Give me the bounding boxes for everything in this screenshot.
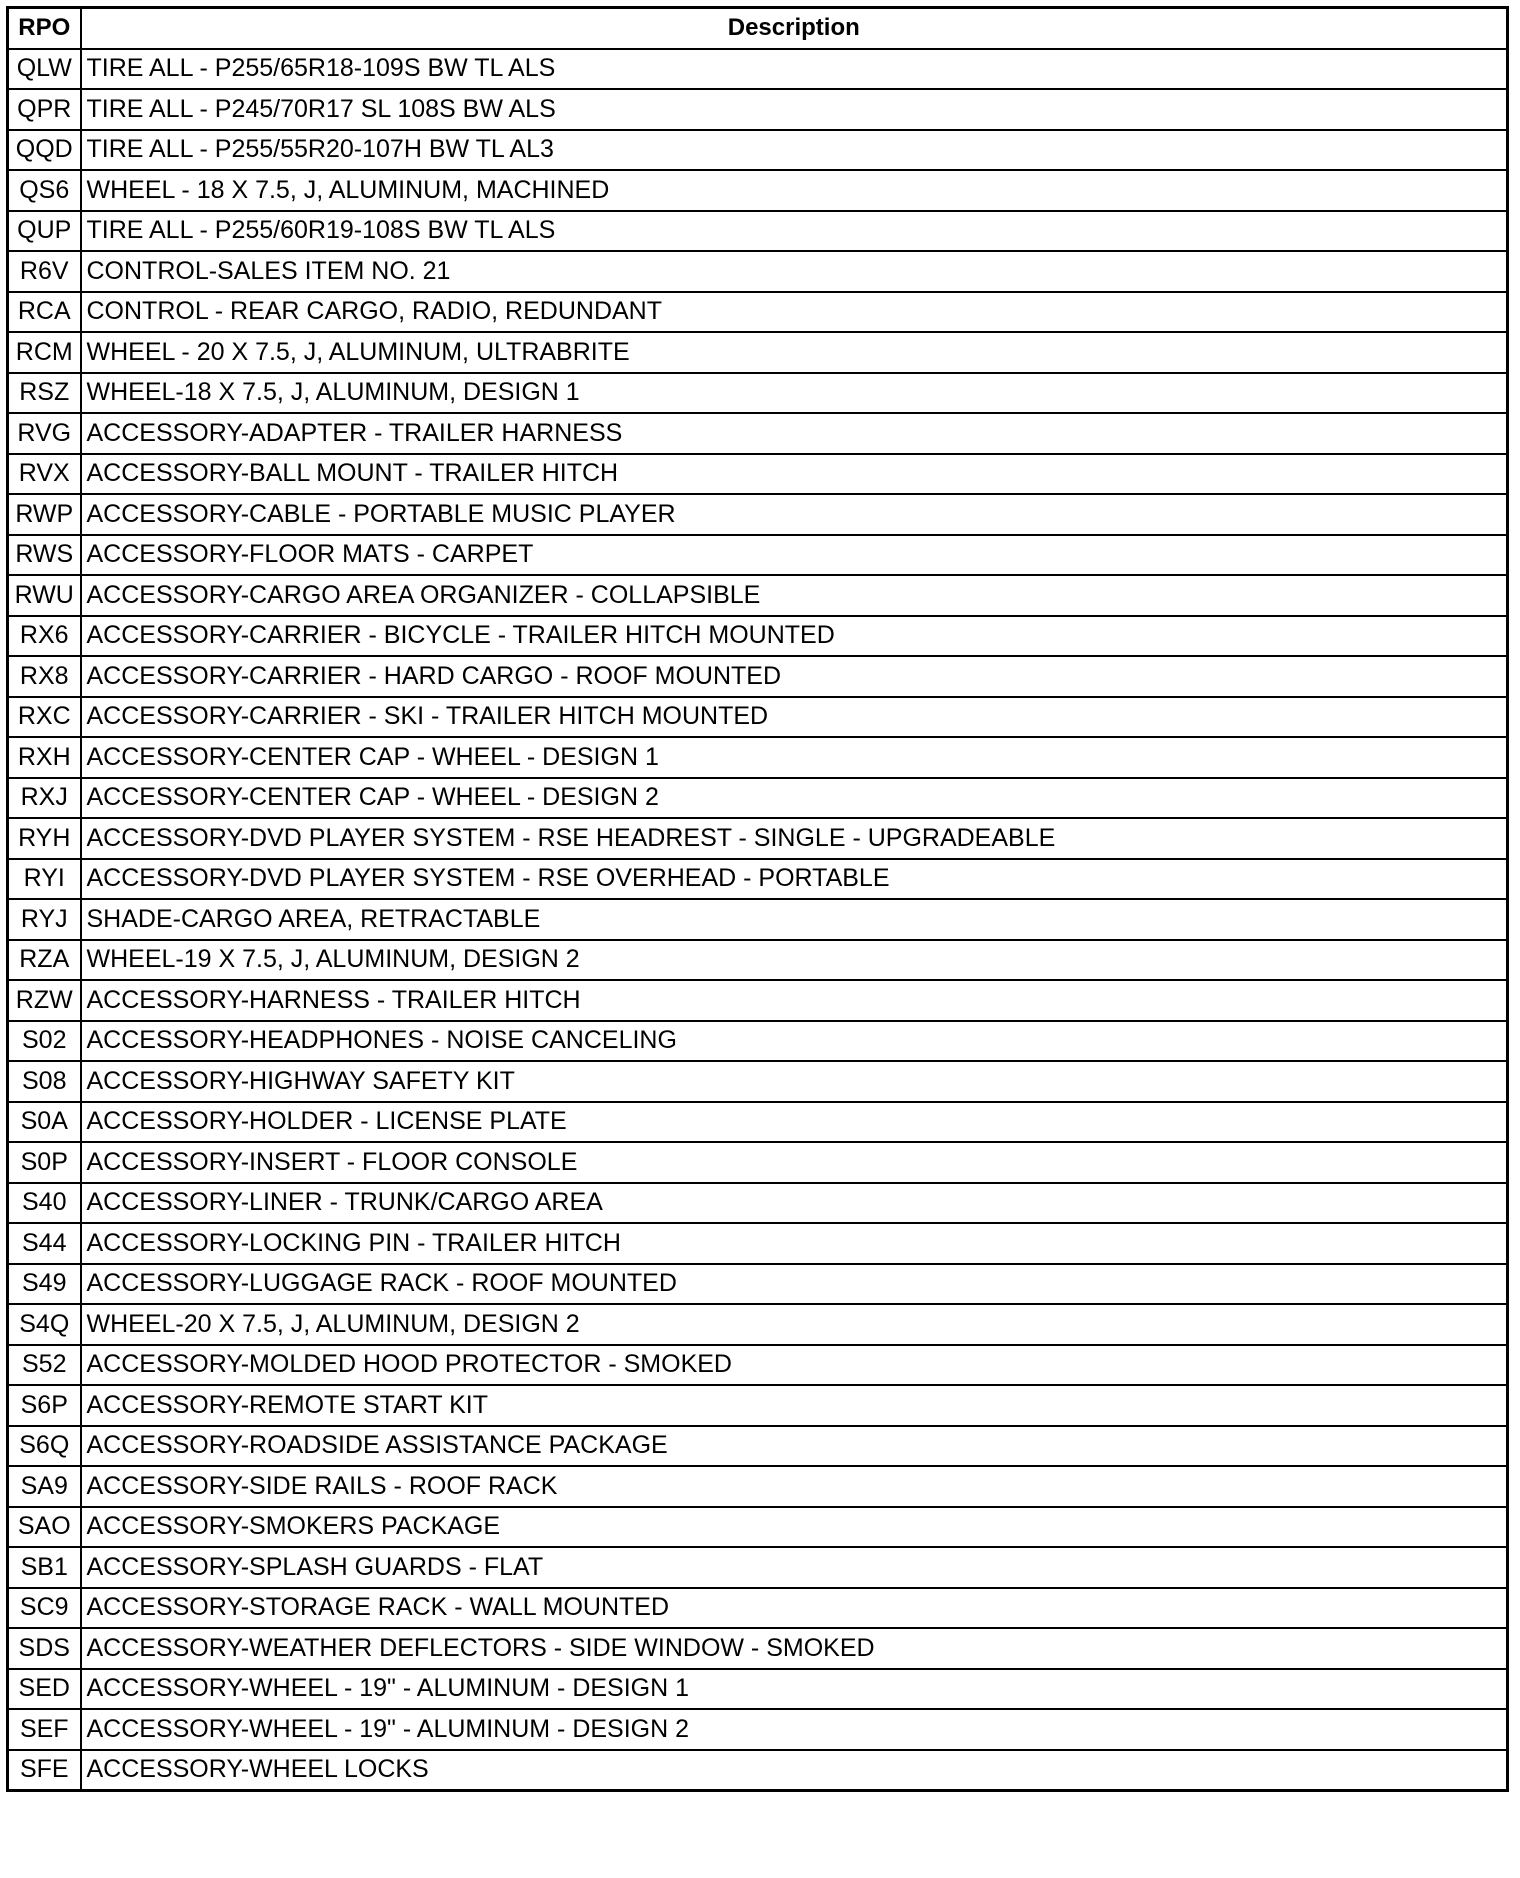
description-cell: WHEEL - 20 X 7.5, J, ALUMINUM, ULTRABRITE	[81, 332, 1508, 373]
rpo-code-cell: RSZ	[8, 373, 81, 414]
description-cell: ACCESSORY-HIGHWAY SAFETY KIT	[81, 1061, 1508, 1102]
table-row	[8, 1304, 1508, 1345]
table-body	[8, 49, 1508, 1791]
description-cell: CONTROL-SALES ITEM NO. 21	[81, 251, 1508, 292]
rpo-code-cell: SB1	[8, 1547, 81, 1588]
rpo-code-cell: RXC	[8, 697, 81, 738]
table-row	[8, 332, 1508, 373]
rpo-code-cell: S40	[8, 1183, 81, 1224]
description-cell: WHEEL-18 X 7.5, J, ALUMINUM, DESIGN 1	[81, 373, 1508, 414]
rpo-code-cell: RCA	[8, 292, 81, 333]
description-cell: ACCESSORY-CARGO AREA ORGANIZER - COLLAPSIBLE	[81, 575, 1508, 616]
description-cell: TIRE ALL - P255/55R20-107H BW TL AL3	[81, 130, 1508, 171]
table-row	[8, 980, 1508, 1021]
description-cell: ACCESSORY-LOCKING PIN - TRAILER HITCH	[81, 1223, 1508, 1264]
description-cell: TIRE ALL - P255/65R18-109S BW TL ALS	[81, 49, 1508, 90]
rpo-code-cell: RCM	[8, 332, 81, 373]
description-cell: TIRE ALL - P245/70R17 SL 108S BW ALS	[81, 89, 1508, 130]
table-row	[8, 373, 1508, 414]
rpo-code-cell: RZA	[8, 940, 81, 981]
description-cell: SHADE-CARGO AREA, RETRACTABLE	[81, 899, 1508, 940]
rpo-code-cell: SA9	[8, 1466, 81, 1507]
rpo-code-cell: R6V	[8, 251, 81, 292]
table-row	[8, 737, 1508, 778]
table-row	[8, 1264, 1508, 1305]
rpo-code-cell: S4Q	[8, 1304, 81, 1345]
table-row	[8, 49, 1508, 90]
description-cell: ACCESSORY-HOLDER - LICENSE PLATE	[81, 1102, 1508, 1143]
header-row	[8, 8, 1508, 49]
description-cell: ACCESSORY-WHEEL - 19" - ALUMINUM - DESIGN 2	[81, 1709, 1508, 1750]
description-cell: ACCESSORY-DVD PLAYER SYSTEM - RSE HEADREST - SINGLE - UPGRADEABLE	[81, 818, 1508, 859]
description-cell: CONTROL - REAR CARGO, RADIO, REDUNDANT	[81, 292, 1508, 333]
rpo-code-cell: QUP	[8, 211, 81, 252]
table-header	[8, 8, 1508, 49]
description-cell: ACCESSORY-CARRIER - BICYCLE - TRAILER HITCH MOUNTED	[81, 616, 1508, 657]
rpo-table	[6, 6, 1509, 1792]
rpo-code-cell: SC9	[8, 1588, 81, 1629]
table-row	[8, 1426, 1508, 1467]
table-row	[8, 1750, 1508, 1791]
table-row	[8, 1183, 1508, 1224]
description-cell: ACCESSORY-REMOTE START KIT	[81, 1385, 1508, 1426]
rpo-code-cell: RVG	[8, 413, 81, 454]
description-cell: ACCESSORY-ADAPTER - TRAILER HARNESS	[81, 413, 1508, 454]
rpo-code-cell: QPR	[8, 89, 81, 130]
table-row	[8, 130, 1508, 171]
rpo-code-cell: SDS	[8, 1628, 81, 1669]
rpo-code-cell: RX8	[8, 656, 81, 697]
table-row	[8, 170, 1508, 211]
rpo-code-cell: RYJ	[8, 899, 81, 940]
description-cell: ACCESSORY-CENTER CAP - WHEEL - DESIGN 2	[81, 778, 1508, 819]
description-cell: ACCESSORY-STORAGE RACK - WALL MOUNTED	[81, 1588, 1508, 1629]
rpo-code-cell: RX6	[8, 616, 81, 657]
rpo-code-cell: RWS	[8, 535, 81, 576]
description-cell: ACCESSORY-WHEEL LOCKS	[81, 1750, 1508, 1791]
rpo-code-cell: SAO	[8, 1507, 81, 1548]
table-row	[8, 1223, 1508, 1264]
table-row	[8, 1628, 1508, 1669]
table-row	[8, 89, 1508, 130]
table-row	[8, 211, 1508, 252]
rpo-code-cell: S52	[8, 1345, 81, 1386]
table-row	[8, 859, 1508, 900]
table-row	[8, 656, 1508, 697]
table-row	[8, 940, 1508, 981]
description-cell: ACCESSORY-INSERT - FLOOR CONSOLE	[81, 1142, 1508, 1183]
description-column-header: Description	[81, 8, 1508, 49]
rpo-code-cell: SED	[8, 1669, 81, 1710]
rpo-code-cell: S02	[8, 1021, 81, 1062]
table-row	[8, 1709, 1508, 1750]
table-row	[8, 454, 1508, 495]
table-row	[8, 1061, 1508, 1102]
table-row	[8, 1021, 1508, 1062]
rpo-code-cell: QQD	[8, 130, 81, 171]
table-row	[8, 616, 1508, 657]
rpo-code-cell: S0A	[8, 1102, 81, 1143]
description-cell: WHEEL-20 X 7.5, J, ALUMINUM, DESIGN 2	[81, 1304, 1508, 1345]
table-row	[8, 818, 1508, 859]
description-cell: TIRE ALL - P255/60R19-108S BW TL ALS	[81, 211, 1508, 252]
rpo-code-cell: SFE	[8, 1750, 81, 1791]
table-row	[8, 413, 1508, 454]
table-row	[8, 575, 1508, 616]
table-row	[8, 251, 1508, 292]
description-cell: ACCESSORY-BALL MOUNT - TRAILER HITCH	[81, 454, 1508, 495]
rpo-code-cell: RYI	[8, 859, 81, 900]
rpo-code-cell: RVX	[8, 454, 81, 495]
description-cell: ACCESSORY-FLOOR MATS - CARPET	[81, 535, 1508, 576]
description-cell: ACCESSORY-DVD PLAYER SYSTEM - RSE OVERHEAD - PORTABLE	[81, 859, 1508, 900]
description-cell: ACCESSORY-SPLASH GUARDS - FLAT	[81, 1547, 1508, 1588]
rpo-code-cell: S6P	[8, 1385, 81, 1426]
description-cell: ACCESSORY-CARRIER - SKI - TRAILER HITCH MOUNTED	[81, 697, 1508, 738]
table-row	[8, 1588, 1508, 1629]
description-cell: ACCESSORY-MOLDED HOOD PROTECTOR - SMOKED	[81, 1345, 1508, 1386]
description-cell: ACCESSORY-SMOKERS PACKAGE	[81, 1507, 1508, 1548]
description-cell: WHEEL-19 X 7.5, J, ALUMINUM, DESIGN 2	[81, 940, 1508, 981]
description-cell: ACCESSORY-LINER - TRUNK/CARGO AREA	[81, 1183, 1508, 1224]
rpo-code-cell: RYH	[8, 818, 81, 859]
description-cell: ACCESSORY-CABLE - PORTABLE MUSIC PLAYER	[81, 494, 1508, 535]
table-row	[8, 1669, 1508, 1710]
description-cell: ACCESSORY-CENTER CAP - WHEEL - DESIGN 1	[81, 737, 1508, 778]
rpo-code-cell: QS6	[8, 170, 81, 211]
table-row	[8, 778, 1508, 819]
rpo-code-cell: QLW	[8, 49, 81, 90]
description-cell: ACCESSORY-WHEEL - 19" - ALUMINUM - DESIGN 1	[81, 1669, 1508, 1710]
description-cell: ACCESSORY-CARRIER - HARD CARGO - ROOF MOUNTED	[81, 656, 1508, 697]
rpo-code-cell: RWP	[8, 494, 81, 535]
description-cell: WHEEL - 18 X 7.5, J, ALUMINUM, MACHINED	[81, 170, 1508, 211]
table-row	[8, 1385, 1508, 1426]
rpo-code-cell: RXH	[8, 737, 81, 778]
description-cell: ACCESSORY-ROADSIDE ASSISTANCE PACKAGE	[81, 1426, 1508, 1467]
rpo-code-cell: RXJ	[8, 778, 81, 819]
description-cell: ACCESSORY-WEATHER DEFLECTORS - SIDE WINDOW - SMOKED	[81, 1628, 1508, 1669]
rpo-code-cell: S44	[8, 1223, 81, 1264]
rpo-code-cell: S6Q	[8, 1426, 81, 1467]
description-cell: ACCESSORY-HEADPHONES - NOISE CANCELING	[81, 1021, 1508, 1062]
rpo-code-cell: S49	[8, 1264, 81, 1305]
table-row	[8, 292, 1508, 333]
table-row	[8, 899, 1508, 940]
table-row	[8, 535, 1508, 576]
table-row	[8, 1102, 1508, 1143]
rpo-column-header: RPO	[8, 8, 81, 49]
rpo-code-cell: S08	[8, 1061, 81, 1102]
rpo-code-cell: S0P	[8, 1142, 81, 1183]
table-row	[8, 1466, 1508, 1507]
rpo-code-cell: RZW	[8, 980, 81, 1021]
description-cell: ACCESSORY-SIDE RAILS - ROOF RACK	[81, 1466, 1508, 1507]
rpo-code-cell: RWU	[8, 575, 81, 616]
description-cell: ACCESSORY-HARNESS - TRAILER HITCH	[81, 980, 1508, 1021]
table-row	[8, 494, 1508, 535]
table-row	[8, 697, 1508, 738]
table-row	[8, 1142, 1508, 1183]
table-row	[8, 1507, 1508, 1548]
table-row	[8, 1547, 1508, 1588]
table-row	[8, 1345, 1508, 1386]
description-cell: ACCESSORY-LUGGAGE RACK - ROOF MOUNTED	[81, 1264, 1508, 1305]
rpo-code-cell: SEF	[8, 1709, 81, 1750]
